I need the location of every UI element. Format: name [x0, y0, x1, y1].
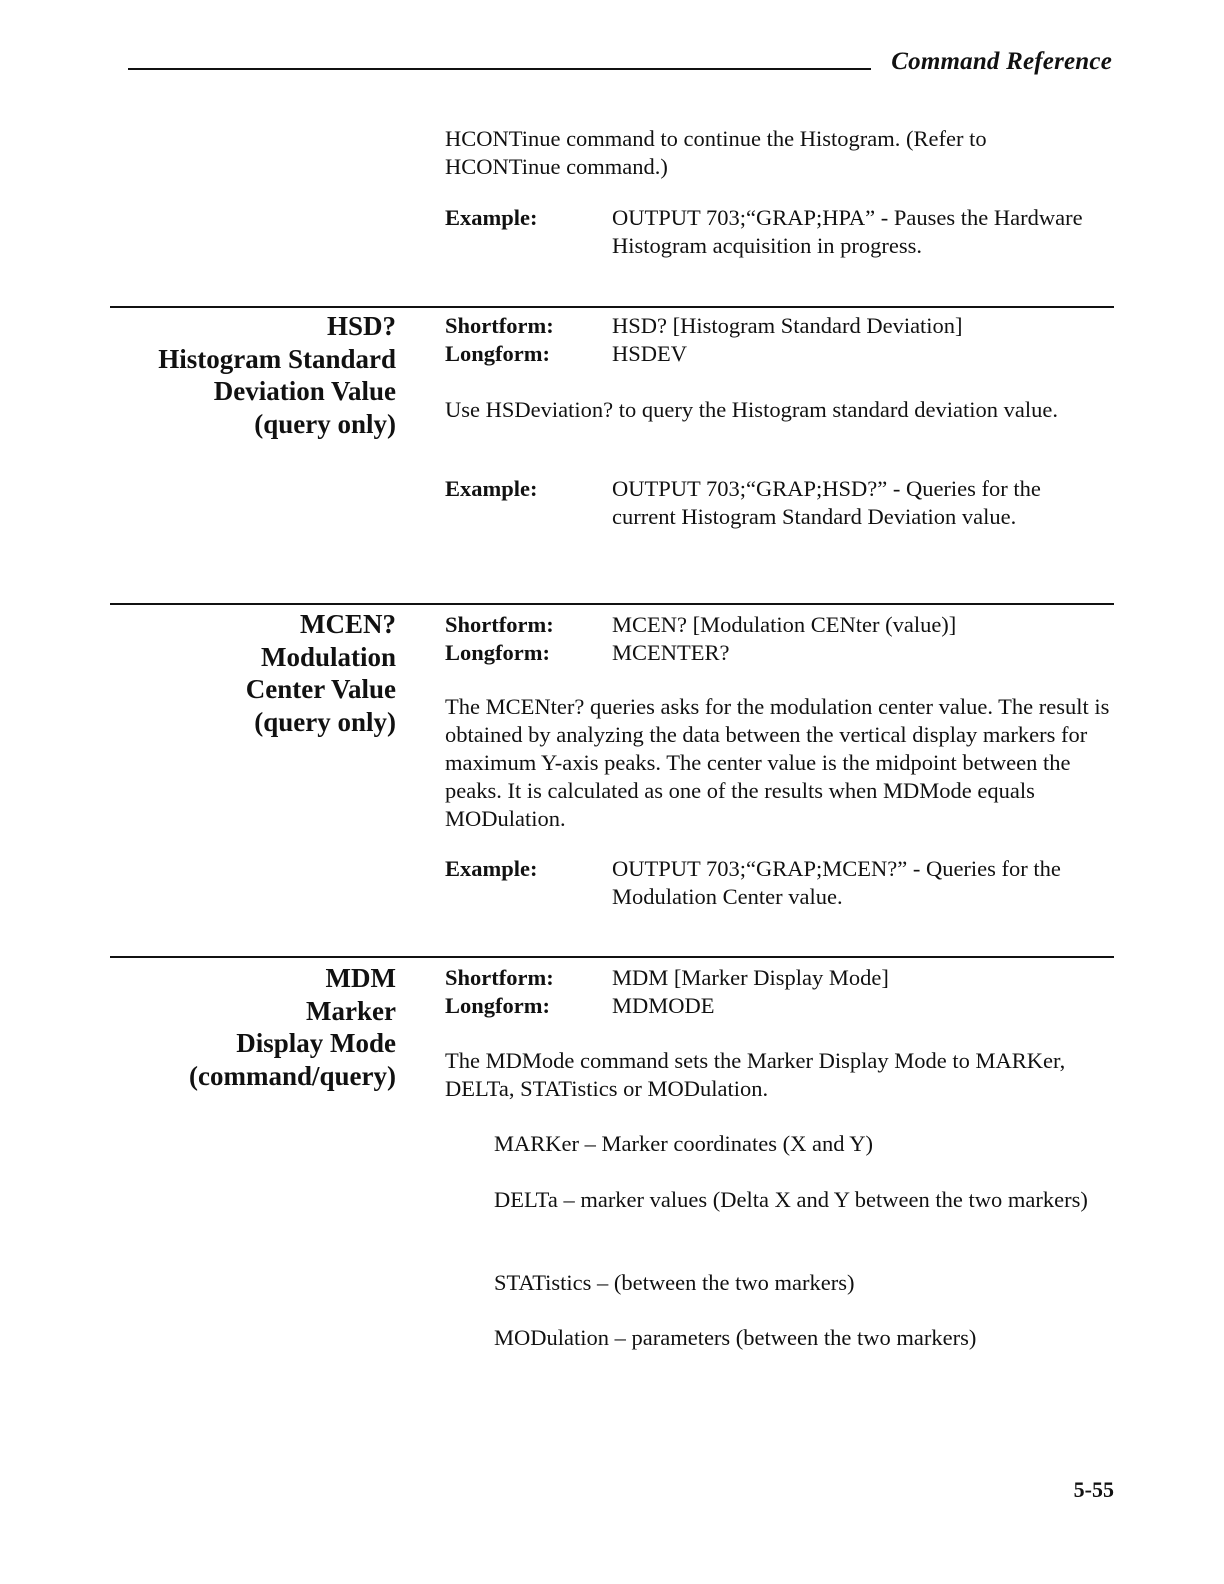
- command-title-line: Marker: [306, 995, 396, 1026]
- section-divider: [110, 306, 1114, 308]
- section-divider: [110, 956, 1114, 958]
- intro-example-label: Example:: [445, 205, 538, 230]
- shortform-label: Shortform:: [445, 313, 554, 338]
- longform-value: MCENTER?: [612, 640, 730, 665]
- mode-option-modulation: MODulation – parameters (between the two markers): [494, 1325, 977, 1350]
- mcen-side-heading: [246, 608, 396, 738]
- command-name: HSD?: [326, 311, 396, 341]
- longform-label: Longform:: [445, 341, 550, 366]
- shortform-label: Shortform:: [445, 612, 554, 637]
- command-title-line: Modulation: [260, 641, 396, 672]
- header-rule: [128, 68, 871, 70]
- mdm-side-heading: [189, 962, 396, 1092]
- intro-paragraph: HCONTinue command to continue the Histogram. (Refer to HCONTinue command.): [445, 126, 987, 179]
- running-header-title: Command Reference: [891, 48, 1112, 75]
- longform-value: HSDEV: [612, 341, 688, 366]
- command-name: MDM: [325, 963, 396, 993]
- shortform-value: MDM [Marker Display Mode]: [612, 965, 889, 990]
- example-text: OUTPUT 703;“GRAP;HSD?” - Queries for the current Histogram Standard Deviation value.: [612, 476, 1041, 529]
- hsd-description: Use HSDeviation? to query the Histogram standard deviation value.: [445, 397, 1058, 422]
- command-title-line: Center Value: [245, 674, 396, 704]
- command-title-line: Display Mode: [236, 1028, 396, 1058]
- command-type: (command/query): [189, 1060, 396, 1091]
- section-divider: [110, 603, 1114, 605]
- mode-option-statistics: STATistics – (between the two markers): [494, 1270, 855, 1295]
- mcen-description: The MCENter? queries asks for the modulation center value. The result is obtained by analyzing the data between the vertical display markers for maximum Y-axis peaks. The center value is the midpoint between the peaks. It is calculated as one of the results when MDMode equals MODulation.: [445, 694, 1110, 831]
- longform-label: Longform:: [445, 640, 550, 665]
- shortform-label: Shortform:: [445, 965, 554, 990]
- example-label: Example:: [445, 856, 538, 881]
- page-number: 5-55: [1073, 1477, 1114, 1502]
- mode-option-delta: DELTa – marker values (Delta X and Y between the two markers): [494, 1187, 1088, 1212]
- shortform-value: HSD? [Histogram Standard Deviation]: [612, 313, 963, 338]
- command-type: (query only): [254, 706, 396, 737]
- command-title-line: Histogram Standard: [158, 343, 396, 374]
- longform-label: Longform:: [445, 993, 550, 1018]
- hsd-side-heading: [158, 310, 396, 440]
- example-text: OUTPUT 703;“GRAP;MCEN?” - Queries for the Modulation Center value.: [612, 856, 1061, 909]
- command-name: MCEN?: [300, 609, 396, 639]
- example-label: Example:: [445, 476, 538, 501]
- shortform-value: MCEN? [Modulation CENter (value)]: [612, 612, 957, 637]
- command-type: (query only): [254, 408, 396, 439]
- mode-option-marker: MARKer – Marker coordinates (X and Y): [494, 1131, 874, 1156]
- mdm-description: The MDMode command sets the Marker Display Mode to MARKer, DELTa, STATistics or MODulation.: [445, 1048, 1066, 1101]
- command-title-line: Deviation Value: [213, 376, 396, 406]
- longform-value: MDMODE: [612, 993, 715, 1018]
- intro-example-text: OUTPUT 703;“GRAP;HPA” - Pauses the Hardware Histogram acquisition in progress.: [612, 205, 1083, 258]
